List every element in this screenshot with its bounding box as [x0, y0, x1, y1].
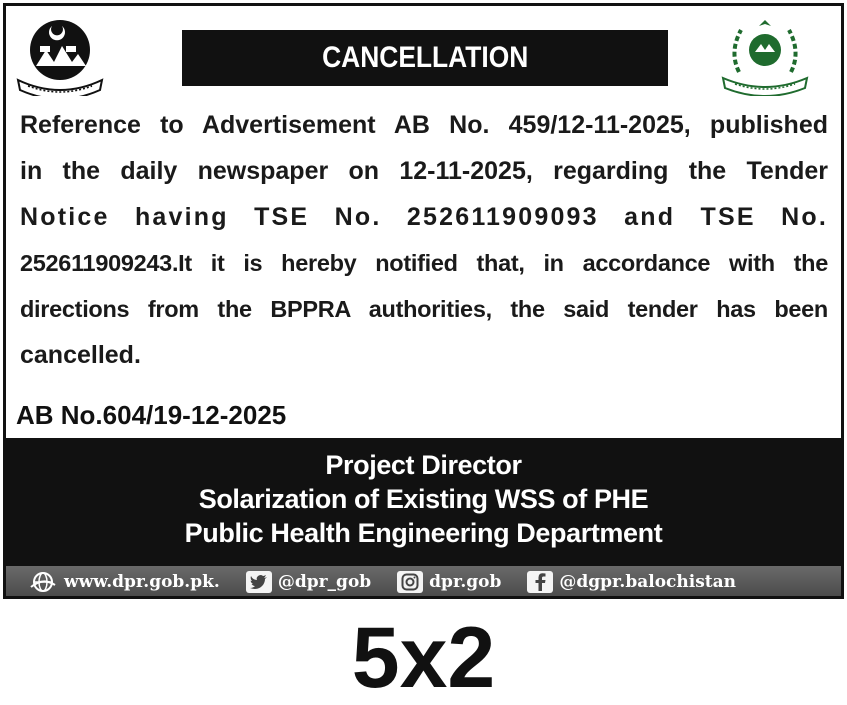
- notice-title: CANCELLATION: [321, 41, 529, 74]
- twitter-handle[interactable]: @dpr_gob: [277, 572, 372, 592]
- signature-department: Public Health Engineering Department: [184, 518, 663, 548]
- dgpr-emblem-icon: [719, 16, 811, 96]
- signature-block: [6, 438, 841, 566]
- website-link[interactable]: www.dpr.gob.pk.: [64, 572, 220, 592]
- body-line: Notice having TSE No. 252611909093 and TSE No.: [20, 203, 828, 231]
- header-row: [6, 6, 841, 98]
- notice-body: [20, 102, 828, 378]
- body-line: in the daily newspaper on 12-11-2025, regarding the Tender: [20, 157, 828, 185]
- ad-size-label: 5x2: [351, 610, 496, 705]
- social-website[interactable]: [28, 571, 220, 593]
- social-instagram[interactable]: [397, 571, 501, 593]
- social-twitter[interactable]: [246, 571, 371, 593]
- body-line: cancelled.: [20, 341, 141, 369]
- globe-icon: [28, 571, 58, 593]
- body-line: 252611909243.It it is hereby notified that, in accordance with the: [20, 250, 828, 276]
- social-bar: [6, 566, 841, 598]
- facebook-icon: [527, 571, 553, 593]
- instagram-icon: [397, 571, 423, 593]
- title-bar: [182, 30, 668, 86]
- instagram-handle[interactable]: dpr.gob: [429, 572, 502, 592]
- body-line: directions from the BPPRA authorities, the said tender has been: [20, 296, 828, 322]
- body-line: Reference to Advertisement AB No. 459/12-11-2025, published: [20, 111, 828, 139]
- twitter-icon: [246, 571, 272, 593]
- government-emblem-icon: [14, 16, 106, 96]
- advertisement-frame: [3, 3, 844, 599]
- social-facebook[interactable]: [527, 571, 736, 593]
- signature-title: Project Director: [325, 450, 522, 480]
- facebook-handle[interactable]: @dgpr.balochistan: [559, 572, 737, 592]
- ab-number: AB No.604/19-12-2025: [16, 400, 287, 430]
- signature-project: Solarization of Existing WSS of PHE: [198, 484, 649, 514]
